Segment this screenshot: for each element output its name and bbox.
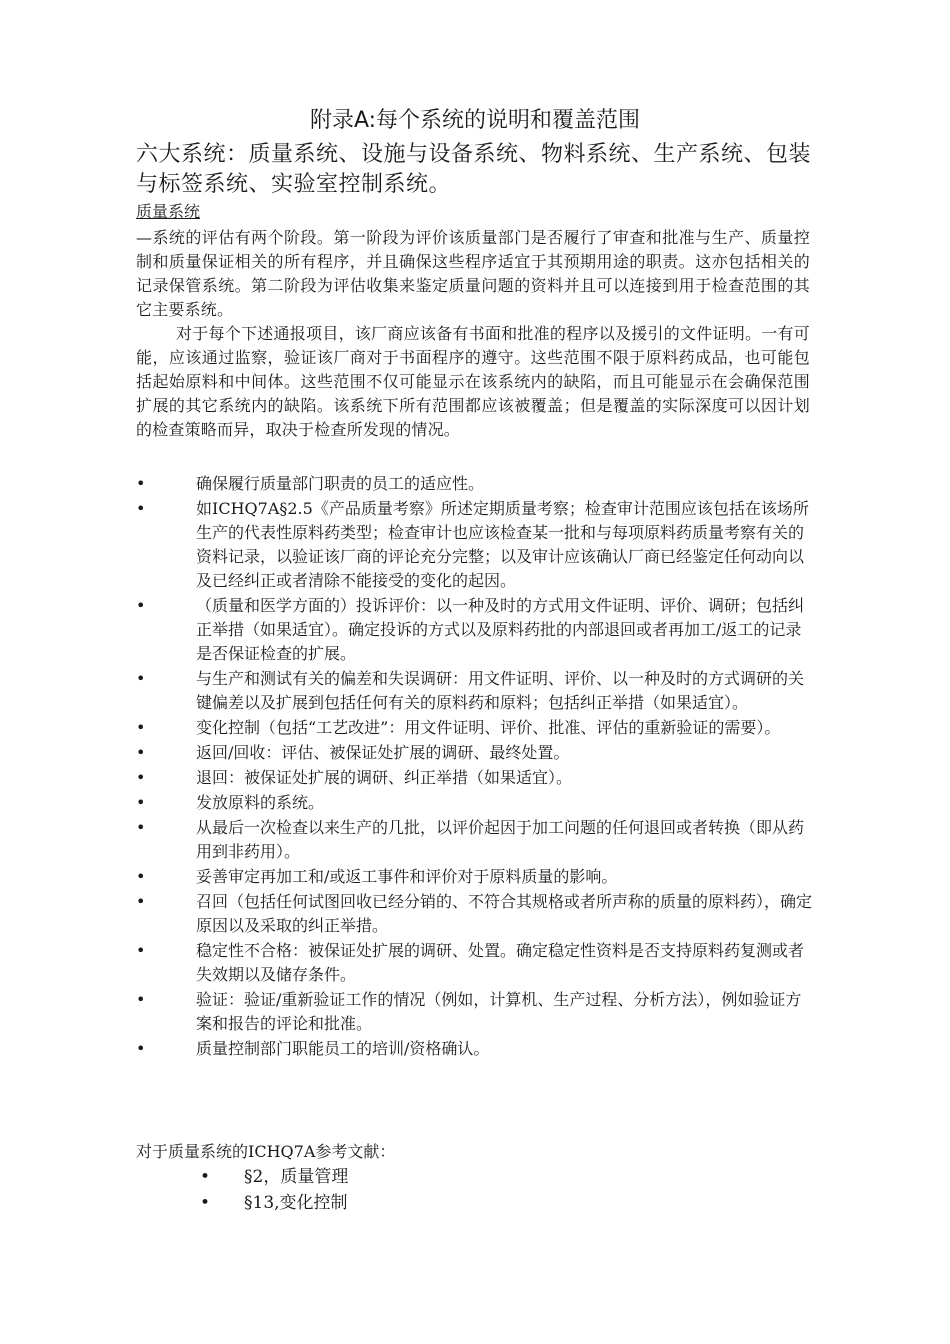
paragraph: 对于每个下述通报项目，该厂商应该备有书面和批准的程序以及援引的文件证明。一有可能，应该通过监察，验证该厂商对于书面程序的遵守。这些范围不限于原料药成品，也可能包括起始原料和中间体。这些范围不仅可能显示在该系统内的缺陷，而且可能显示在会确保范围扩展的其它系统内的缺陷。该系统下所有范围都应该被覆盖；但是覆盖的实际深度可以因计划的检查策略而异，取决于检查所发现的情况。 (136, 324, 810, 439)
reference-item (200, 1190, 348, 1216)
bullet-icon: • (200, 1167, 211, 1187)
bullet-icon: • (136, 743, 146, 762)
bullet-icon: • (136, 768, 146, 787)
intro-text: 六大系统：质量系统、设施与设备系统、物料系统、生产系统、包装与标签系统、实验室控制系统。 (136, 142, 812, 197)
list-item-text: 妥善审定再加工和/或返工事件和评价对于原料质量的影响。 (196, 867, 618, 886)
list-item (136, 716, 816, 740)
reference-item (200, 1164, 348, 1190)
list-item (136, 594, 816, 666)
list-item (136, 472, 816, 496)
bullet-icon: • (136, 941, 146, 960)
paragraph: —系统的评估有两个阶段。第一阶段为评价该质量部门是否履行了审查和批准与生产、质量控制和质量保证相关的所有程序，并且确保这些程序适宜于其预期用途的职责。这亦包括相关的记录保管系统。第二阶段为评估收集来鉴定质量问题的资料并且可以连接到用于检查范围的其它主要系统。 (136, 228, 810, 319)
list-item-text: （质量和医学方面的）投诉评价：以一种及时的方式用文件证明、评价、调研；包括纠正举措（如果适宜）。确定投诉的方式以及原料药批的内部退回或者再加工/返工的记录是否保证检查的扩展。 (196, 596, 805, 663)
reference-text: §2，质量管理 (244, 1167, 349, 1187)
bullet-icon: • (136, 793, 146, 812)
list-item-text: 稳定性不合格：被保证处扩展的调研、处置。确定稳定性资料是否支持原料药复测或者失效期以及储存条件。 (196, 941, 805, 984)
list-item-text: 验证：验证/重新验证工作的情况（例如，计算机、生产过程、分析方法），例如验证方案和报告的评论和批准。 (196, 990, 802, 1033)
list-item-text: 确保履行质量部门职责的员工的适应性。 (196, 474, 485, 493)
list-item (136, 1037, 816, 1061)
list-item-text: 与生产和测试有关的偏差和失误调研：用文件证明、评价、以一种及时的方式调研的关键偏差以及扩展到包括任何有关的原料药和原料；包括纠正举措（如果适宜）。 (196, 669, 805, 712)
list-item (136, 939, 816, 987)
list-item-text: 返回/回收：评估、被保证处扩展的调研、最终处置。 (196, 743, 570, 762)
reference-text: §13,变化控制 (244, 1193, 348, 1213)
bullet-icon: • (136, 474, 146, 493)
bullet-list (136, 472, 816, 1062)
bullet-icon: • (136, 499, 146, 518)
list-item (136, 667, 816, 715)
list-item (136, 497, 816, 593)
list-item (136, 816, 816, 864)
bullet-icon: • (136, 818, 146, 837)
list-item (136, 741, 816, 765)
list-item-text: 如ICHQ7A§2.5《产品质量考察》所述定期质量考察；检查审计范围应该包括在该场所生产的代表性原料药类型；检查审计也应该检查某一批和与每项原料药质量考察有关的资料记录，以验证该厂商的评论充分完整；以及审计应该确认厂商已经鉴定任何动向以及已经纠正或者清除不能接受的变化的起因。 (196, 499, 809, 590)
list-item-text: 退回：被保证处扩展的调研、纠正举措（如果适宜）。 (196, 768, 573, 787)
list-item (136, 766, 816, 790)
list-item-text: 从最后一次检查以来生产的几批，以评价起因于加工问题的任何退回或者转换（即从药用到非药用）。 (196, 818, 805, 861)
list-item-text: 质量控制部门职能员工的培训/资格确认。 (196, 1039, 490, 1058)
bullet-icon: • (136, 669, 146, 688)
list-item-text: 变化控制（包括“工艺改进”：用文件证明、评价、批准、评估的重新验证的需要）。 (196, 718, 781, 737)
list-item (136, 791, 816, 815)
list-item (136, 865, 816, 889)
bullet-icon: • (136, 990, 146, 1009)
list-item (136, 988, 816, 1036)
bullet-icon: • (136, 718, 146, 737)
bullet-icon: • (136, 596, 146, 615)
references-list (200, 1164, 348, 1216)
bullet-icon: • (136, 1039, 146, 1058)
list-item-text: 召回（包括任何试图回收已经分销的、不符合其规格或者所声称的质量的原料药），确定原因以及采取的纠正举措。 (196, 892, 813, 935)
page-title: 附录A:每个系统的说明和覆盖范围 (309, 108, 641, 133)
bullet-icon: • (136, 867, 146, 886)
list-item-text: 发放原料的系统。 (196, 793, 325, 812)
bullet-icon: • (200, 1193, 211, 1213)
bullet-icon: • (136, 892, 146, 911)
section-heading: 质量系统 (136, 202, 201, 221)
list-item (136, 890, 816, 938)
references-heading: 对于质量系统的ICHQ7A参考文献： (136, 1142, 396, 1161)
